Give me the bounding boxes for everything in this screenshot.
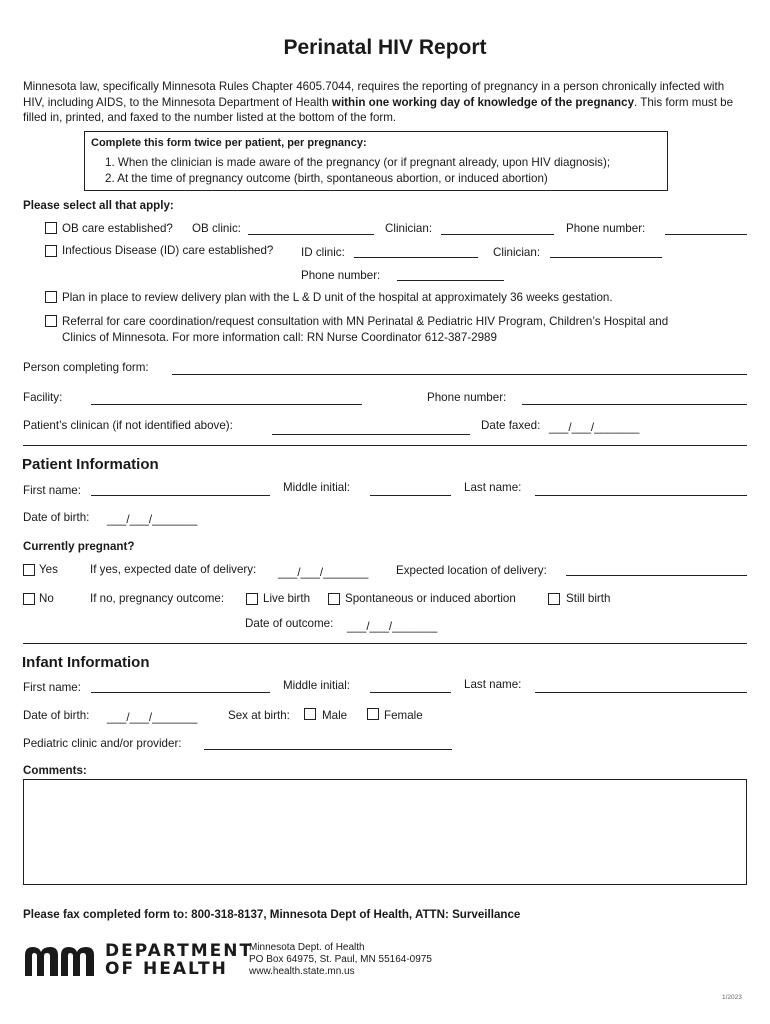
referral-label: Referral for care coordination/request consultation with MN Perinatal & Pediatric HIV Program, Children’s Hospital and xyxy=(62,315,669,328)
patient-last-name-label: Last name: xyxy=(464,481,522,494)
patient-section-heading: Patient Information xyxy=(22,456,159,473)
pregnant-yes-label: Yes xyxy=(39,563,58,576)
instruction-item: 2. At the time of pregnancy outcome (birth, spontaneous abortion, or induced abortion) xyxy=(105,172,548,185)
section-divider xyxy=(23,643,747,644)
pregnant-no-label: No xyxy=(39,592,54,605)
page-title: Perinatal HIV Report xyxy=(283,36,487,59)
patient-first-name-field[interactable] xyxy=(91,495,270,496)
intro-emphasis: within one working day of knowledge of the pregnancy xyxy=(331,95,635,109)
female-checkbox[interactable] xyxy=(367,708,379,720)
logo-line: OF HEALTH xyxy=(105,959,228,979)
ob-phone-field[interactable] xyxy=(665,234,747,235)
ob-clinic-label: OB clinic: xyxy=(192,222,241,235)
pediatric-provider-field[interactable] xyxy=(204,749,452,750)
instruction-heading: Complete this form twice per patient, per pregnancy: xyxy=(91,137,367,149)
infant-section-heading: Infant Information xyxy=(22,654,150,671)
date-faxed-field[interactable]: ___/___/_______ xyxy=(549,421,640,434)
delivery-plan-label: Plan in place to review delivery plan with the L & D unit of the hospital at approximately 36 weeks gestation. xyxy=(62,291,613,304)
department-logo-text xyxy=(105,942,253,978)
reporter-phone-field[interactable] xyxy=(522,404,747,405)
infant-first-name-field[interactable] xyxy=(91,692,270,693)
logo-line: DEPARTMENT xyxy=(105,941,254,961)
infant-dob-label: Date of birth: xyxy=(23,709,90,722)
male-checkbox[interactable] xyxy=(304,708,316,720)
id-care-label: Infectious Disease (ID) care established? xyxy=(62,244,274,257)
id-clinician-label: Clinician: xyxy=(493,246,541,259)
id-phone-field[interactable] xyxy=(397,280,504,281)
reporter-phone-label: Phone number: xyxy=(427,391,507,404)
intro-text: Minnesota law, specifically Minnesota Rules Chapter 4605.7044, requires the reporting of pregnancy in a person chronically infected with HIV, including AIDS, to the Minnesota Department of Health xyxy=(23,80,725,109)
instruction-box xyxy=(84,131,668,191)
patient-first-name-label: First name: xyxy=(23,484,81,497)
live-birth-label: Live birth xyxy=(263,592,311,605)
still-birth-label: Still birth xyxy=(566,592,611,605)
id-phone-label: Phone number: xyxy=(301,269,381,282)
infant-middle-initial-field[interactable] xyxy=(370,692,451,693)
pregnancy-outcome-label: If no, pregnancy outcome: xyxy=(90,592,225,605)
address-line: Minnesota Dept. of Health xyxy=(249,942,365,953)
expected-delivery-field[interactable]: ___/___/_______ xyxy=(278,566,369,579)
delivery-location-label: Expected location of delivery: xyxy=(396,564,547,577)
infant-last-name-field[interactable] xyxy=(535,692,747,693)
person-completing-field[interactable] xyxy=(172,374,747,375)
female-label: Female xyxy=(384,709,423,722)
ob-care-checkbox[interactable] xyxy=(45,222,57,234)
infant-last-name-label: Last name: xyxy=(464,678,522,691)
infant-middle-initial-label: Middle initial: xyxy=(283,679,351,692)
live-birth-checkbox[interactable] xyxy=(246,593,258,605)
facility-label: Facility: xyxy=(23,391,63,404)
ob-clinic-field[interactable] xyxy=(248,234,374,235)
comments-box[interactable] xyxy=(23,779,747,885)
id-clinician-field[interactable] xyxy=(550,257,662,258)
revision-date: 1/2023 xyxy=(722,994,742,1001)
facility-field[interactable] xyxy=(91,404,362,405)
intro-paragraph xyxy=(23,79,743,126)
abortion-checkbox[interactable] xyxy=(328,593,340,605)
referral-label-cont: Clinics of Minnesota. For more information call: RN Nurse Coordinator 612-387-2989 xyxy=(62,331,497,344)
intro-text-end: . This form must be filled in, printed, and faxed to the number listed at the bottom of the form. xyxy=(23,95,734,124)
abortion-label: Spontaneous or induced abortion xyxy=(345,592,516,605)
delivery-location-field[interactable] xyxy=(566,575,747,576)
instruction-item: 1. When the clinician is made aware of the pregnancy (or if pregnant already, upon HIV diagnosis); xyxy=(105,156,611,169)
id-care-checkbox[interactable] xyxy=(45,245,57,257)
infant-first-name-label: First name: xyxy=(23,681,81,694)
select-all-heading: Please select all that apply: xyxy=(23,199,174,212)
comments-label: Comments: xyxy=(23,764,87,777)
clinician-label: Patient’s clinican (if not identified above): xyxy=(23,419,233,432)
ob-phone-label: Phone number: xyxy=(566,222,646,235)
expected-delivery-label: If yes, expected date of delivery: xyxy=(90,563,257,576)
ob-clinician-field[interactable] xyxy=(441,234,554,235)
infant-dob-field[interactable]: ___/___/_______ xyxy=(107,711,198,724)
fax-instructions: Please fax completed form to: 800-318-8137, Minnesota Dept of Health, ATTN: Surveillance xyxy=(23,908,521,921)
pediatric-provider-label: Pediatric clinic and/or provider: xyxy=(23,737,182,750)
sex-at-birth-label: Sex at birth: xyxy=(228,709,290,722)
patient-middle-initial-label: Middle initial: xyxy=(283,481,351,494)
outcome-date-field[interactable]: ___/___/_______ xyxy=(347,620,438,633)
still-birth-checkbox[interactable] xyxy=(548,593,560,605)
outcome-date-label: Date of outcome: xyxy=(245,617,334,630)
delivery-plan-checkbox[interactable] xyxy=(45,291,57,303)
currently-pregnant-label: Currently pregnant? xyxy=(23,540,135,553)
ob-clinician-label: Clinician: xyxy=(385,222,433,235)
person-completing-label: Person completing form: xyxy=(23,361,149,374)
section-divider xyxy=(23,445,747,446)
patient-dob-field[interactable]: ___/___/_______ xyxy=(107,513,198,526)
address-website-link[interactable]: www.health.state.mn.us xyxy=(249,966,355,977)
patient-dob-label: Date of birth: xyxy=(23,511,90,524)
id-clinic-field[interactable] xyxy=(354,257,478,258)
male-label: Male xyxy=(322,709,348,722)
address-line: PO Box 64975, St. Paul, MN 55164-0975 xyxy=(249,954,432,965)
patient-middle-initial-field[interactable] xyxy=(370,495,451,496)
pregnant-no-checkbox[interactable] xyxy=(23,593,35,605)
ob-care-label: OB care established? xyxy=(62,222,173,235)
date-faxed-label: Date faxed: xyxy=(481,419,541,432)
id-clinic-label: ID clinic: xyxy=(301,246,345,259)
referral-checkbox[interactable] xyxy=(45,315,57,327)
mdh-address xyxy=(249,942,432,978)
patient-last-name-field[interactable] xyxy=(535,495,747,496)
mdh-logo-icon xyxy=(23,945,97,976)
pregnant-yes-checkbox[interactable] xyxy=(23,564,35,576)
clinician-field[interactable] xyxy=(272,434,470,435)
